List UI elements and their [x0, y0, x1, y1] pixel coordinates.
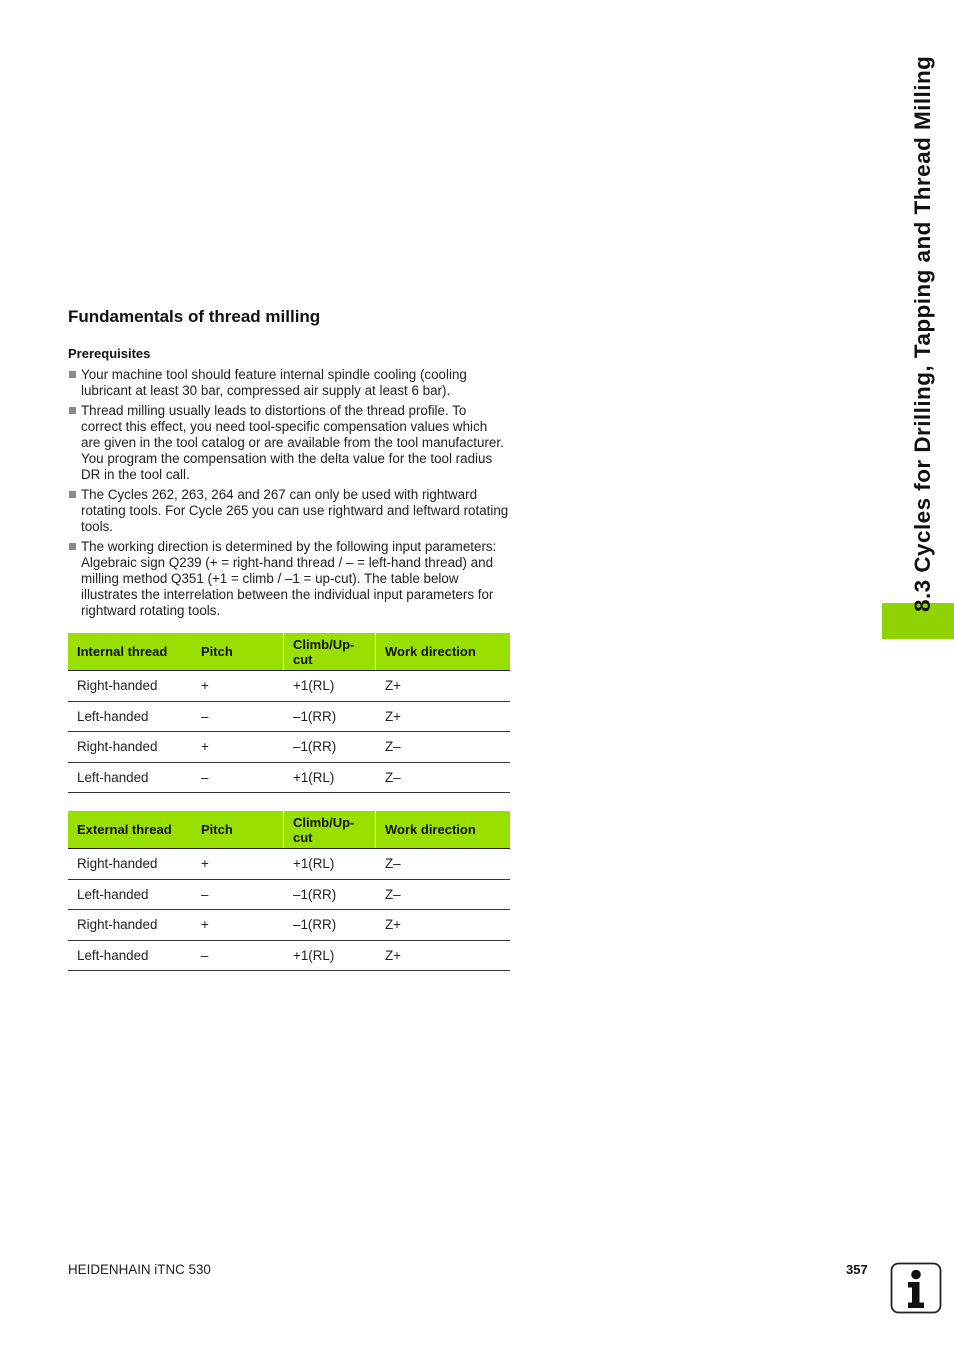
- table-cell: Left-handed: [68, 940, 192, 971]
- bullet-text: Thread milling usually leads to distortions of the thread profile. To correct this effect, you need tool-specific compensation values which are given in the tool catalog or are available from the tool manufacturer. You program the compensation with the delta value for the tool radius DR in the tool call.: [81, 403, 504, 482]
- table-row: [68, 732, 510, 763]
- table-cell: +: [192, 671, 284, 702]
- table-cell: Z–: [376, 732, 511, 763]
- bullet-item: [68, 539, 510, 619]
- column-header-thread: Internal thread: [68, 633, 192, 671]
- column-header-pitch: Pitch: [192, 633, 284, 671]
- bullet-text: The working direction is determined by the following input parameters: Algebraic sign Q239 (+ = right-hand thread / – = left-hand thread) and milling method Q351 (+1 = climb / –1 = up-cut). The table below illustrates the interrelation between the individual input parameters for rightward rotating tools.: [81, 539, 497, 618]
- table-cell: +1(RL): [284, 762, 376, 793]
- table-cell: +1(RL): [284, 671, 376, 702]
- bullet-item: [68, 367, 510, 399]
- bullet-item: [68, 403, 510, 483]
- table-cell: –: [192, 879, 284, 910]
- table-cell: Left-handed: [68, 762, 192, 793]
- table-cell: Z–: [376, 849, 511, 880]
- table-cell: –1(RR): [284, 879, 376, 910]
- prerequisites-heading: Prerequisites: [68, 346, 151, 361]
- bullet-square-icon: [69, 407, 76, 414]
- table-cell: Left-handed: [68, 879, 192, 910]
- table-cell: +1(RL): [284, 940, 376, 971]
- external-thread-table: [68, 811, 510, 971]
- table-cell: Z+: [376, 671, 511, 702]
- table-cell: Z+: [376, 940, 511, 971]
- table-cell: –1(RR): [284, 910, 376, 941]
- table-cell: Right-handed: [68, 671, 192, 702]
- table-row: [68, 910, 510, 941]
- bullet-square-icon: [69, 543, 76, 550]
- table-cell: –: [192, 940, 284, 971]
- column-header-climb-up-cut: Climb/Up-cut: [284, 811, 376, 849]
- table-cell: +: [192, 849, 284, 880]
- column-header-pitch: Pitch: [192, 811, 284, 849]
- column-header-thread: External thread: [68, 811, 192, 849]
- table-row: [68, 940, 510, 971]
- column-header-work-direction: Work direction: [376, 633, 511, 671]
- info-icon-graphic: [890, 1262, 942, 1314]
- table-cell: Right-handed: [68, 910, 192, 941]
- table-cell: +: [192, 910, 284, 941]
- table-header-row: [68, 633, 510, 671]
- table-cell: Z+: [376, 701, 511, 732]
- section-title: Fundamentals of thread milling: [68, 307, 321, 326]
- table-cell: Z+: [376, 910, 511, 941]
- table-header-row: [68, 811, 510, 849]
- bullet-square-icon: [69, 371, 76, 378]
- table-cell: Left-handed: [68, 701, 192, 732]
- footer-product-name: HEIDENHAIN iTNC 530: [68, 1262, 211, 1277]
- table-cell: –1(RR): [284, 732, 376, 763]
- table-cell: Z–: [376, 879, 511, 910]
- page-number: 357: [846, 1262, 868, 1277]
- table-cell: Z–: [376, 762, 511, 793]
- internal-thread-table: [68, 633, 510, 793]
- table-cell: –: [192, 762, 284, 793]
- chapter-side-title: 8.3 Cycles for Drilling, Tapping and Thread Milling: [910, 55, 935, 612]
- bullet-item: [68, 487, 510, 535]
- bullet-text: Your machine tool should feature internal spindle cooling (cooling lubricant at least 30 bar, compressed air supply at least 6 bar).: [81, 367, 467, 398]
- table-row: [68, 762, 510, 793]
- table-cell: +1(RL): [284, 849, 376, 880]
- table-cell: Right-handed: [68, 849, 192, 880]
- bullet-square-icon: [69, 491, 76, 498]
- column-header-climb-up-cut: Climb/Up-cut: [284, 633, 376, 671]
- table-row: [68, 849, 510, 880]
- table-row: [68, 701, 510, 732]
- table-cell: –1(RR): [284, 701, 376, 732]
- table-row: [68, 671, 510, 702]
- table-cell: –: [192, 701, 284, 732]
- bullet-text: The Cycles 262, 263, 264 and 267 can only be used with rightward rotating tools. For Cycle 265 you can use rightward and leftward rotating tools.: [81, 487, 509, 534]
- table-row: [68, 879, 510, 910]
- table-cell: Right-handed: [68, 732, 192, 763]
- prerequisites-list: [68, 367, 510, 623]
- table-cell: +: [192, 732, 284, 763]
- column-header-work-direction: Work direction: [376, 811, 511, 849]
- info-icon: [890, 1262, 942, 1314]
